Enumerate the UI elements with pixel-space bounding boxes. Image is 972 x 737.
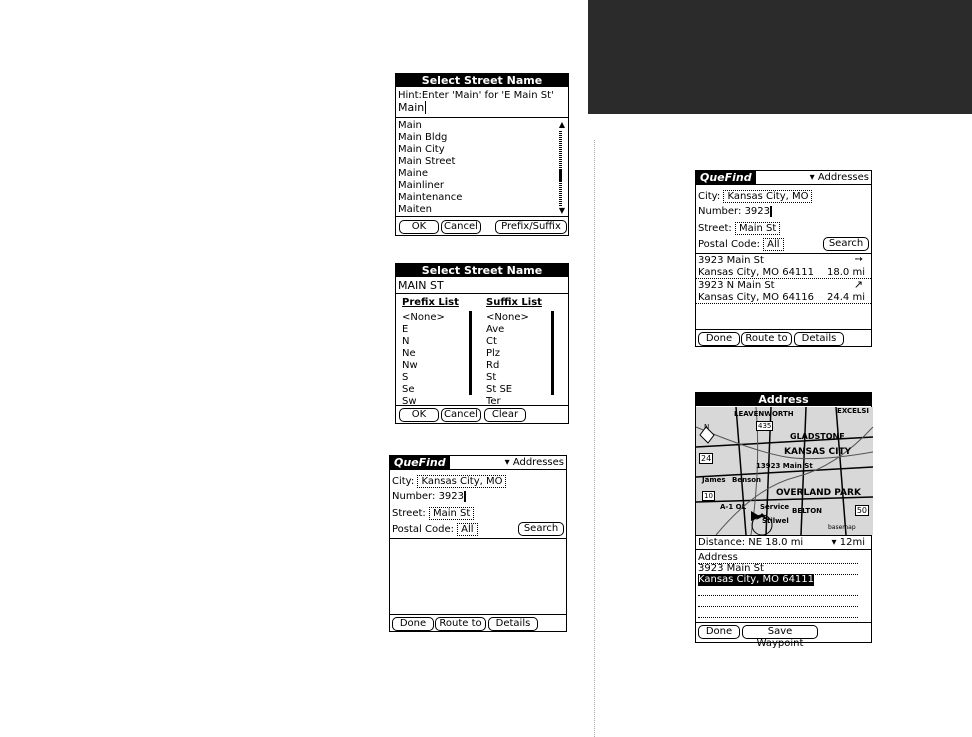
column-divider <box>594 140 595 737</box>
street-field[interactable]: Main St <box>429 507 474 520</box>
done-button[interactable]: Done <box>698 332 740 346</box>
save-waypoint-button[interactable]: Save Waypoint <box>742 625 818 639</box>
map-label: A-1 OL <box>720 503 747 511</box>
divider <box>396 405 568 406</box>
postal-row <box>392 523 478 536</box>
postal-row <box>698 238 784 251</box>
search-button[interactable]: Search <box>518 522 564 536</box>
map-view[interactable] <box>696 407 871 535</box>
postal-field[interactable]: All <box>457 523 477 536</box>
blank-line <box>698 595 858 596</box>
suffix-item[interactable]: Ter <box>486 396 501 407</box>
address-line: Kansas City, MO 64111 <box>698 574 815 585</box>
hint-text: Hint:Enter 'Main' for 'E Main St' <box>398 90 554 101</box>
map-graphic <box>696 407 873 535</box>
street-row <box>392 507 474 520</box>
result-distance: 24.4 mi <box>827 292 865 303</box>
street-input[interactable]: MAIN ST <box>398 279 444 292</box>
clear-button[interactable]: Clear <box>484 408 526 422</box>
cancel-button[interactable]: Cancel <box>441 220 481 234</box>
list-item[interactable]: Main <box>398 120 422 131</box>
suffix-item[interactable]: St <box>486 372 497 383</box>
street-label: Street: <box>392 508 426 519</box>
prefix-header: Prefix List <box>402 297 459 308</box>
map-label: KANSAS CITY <box>784 447 852 457</box>
highway-shield: 435 <box>758 422 772 430</box>
prefix-suffix-screen <box>395 263 569 424</box>
quefind-screen <box>389 455 567 632</box>
street-input-value: Main <box>398 101 425 114</box>
suffix-item[interactable]: Rd <box>486 360 500 371</box>
prefix-scrollbar[interactable] <box>469 311 472 395</box>
zoom-dropdown[interactable]: ▾ 12mi <box>831 537 865 548</box>
scroll-up-icon[interactable]: ▲ <box>558 120 565 129</box>
address-line: 3923 Main St <box>698 563 858 575</box>
suffix-item[interactable]: Ave <box>486 324 505 335</box>
divider <box>696 622 871 623</box>
number-field[interactable]: 3923 <box>744 206 771 217</box>
screen-title: Select Street Name <box>396 264 568 277</box>
list-item[interactable]: Mainliner <box>398 180 445 191</box>
city-field[interactable]: Kansas City, MO <box>723 190 812 203</box>
list-item[interactable]: Maiten <box>398 204 432 215</box>
scroll-thumb[interactable] <box>559 170 562 182</box>
map-label: GLADSTONE <box>790 432 845 441</box>
street-label: Street: <box>698 223 732 234</box>
divider <box>396 216 568 217</box>
details-button[interactable]: Details <box>488 617 538 631</box>
map-label: LEAVENWORTH <box>734 410 794 418</box>
map-label: EXCELSI <box>837 407 869 415</box>
row-divider <box>696 303 871 304</box>
city-row <box>698 190 812 203</box>
header-black-block <box>588 0 972 114</box>
prefix-item[interactable]: Nw <box>402 360 418 371</box>
map-label: Stilwel <box>762 517 789 525</box>
divider <box>696 535 871 536</box>
result-line1[interactable]: 3923 Main St <box>698 255 764 266</box>
highway-shield: 10 <box>704 492 713 500</box>
divider <box>696 253 871 254</box>
suffix-header: Suffix List <box>486 297 542 308</box>
street-row <box>698 222 780 235</box>
scrollbar[interactable] <box>559 130 562 206</box>
result-line1[interactable]: 3923 N Main St <box>698 280 775 291</box>
prefix-item[interactable]: Se <box>402 384 415 395</box>
postal-label: Postal Code: <box>392 524 454 535</box>
postal-label: Postal Code: <box>698 239 760 250</box>
prefix-item[interactable]: S <box>402 372 409 383</box>
category-dropdown[interactable]: ▾ Addresses <box>504 457 564 468</box>
highway-shield: 50 <box>856 506 867 515</box>
street-input[interactable] <box>398 102 430 113</box>
divider <box>696 329 871 330</box>
highway-shield: 24 <box>701 454 712 463</box>
list-item[interactable]: Main Street <box>398 156 456 167</box>
suffix-item[interactable]: St SE <box>486 384 513 395</box>
map-label: OVERLAND PARK <box>776 488 861 498</box>
prefix-item[interactable]: E <box>402 324 409 335</box>
category-value: Addresses <box>512 457 564 468</box>
address-screen <box>695 392 872 649</box>
city-label: City: <box>392 476 415 487</box>
number-label: Number: <box>392 491 436 502</box>
postal-field[interactable]: All <box>763 238 783 251</box>
quefind-tab: QueFind <box>390 456 450 469</box>
row-divider <box>696 278 871 279</box>
map-label: BELTON <box>792 507 823 515</box>
scroll-down-icon[interactable]: ▼ <box>558 206 565 215</box>
number-field[interactable]: 3923 <box>438 491 465 502</box>
result-distance: 18.0 mi <box>827 267 865 278</box>
list-item[interactable]: Maintenance <box>398 192 463 203</box>
list-item[interactable]: Maine <box>398 168 429 179</box>
number-label: Number: <box>698 206 742 217</box>
result-line2[interactable]: Kansas City, MO 64116 <box>698 292 815 303</box>
city-row <box>392 475 506 488</box>
divider <box>696 184 871 185</box>
done-button[interactable]: Done <box>392 617 434 631</box>
suffix-item[interactable]: <None> <box>486 312 529 323</box>
direction-arrow-icon: ↗ <box>853 278 863 291</box>
divider <box>390 614 566 615</box>
distance-readout: Distance: NE 18.0 mi <box>698 537 804 548</box>
divider <box>396 293 568 294</box>
number-row <box>698 206 775 217</box>
route-to-button[interactable]: Route to <box>741 332 792 346</box>
screen-title: Address <box>696 393 871 406</box>
prefix-suffix-button[interactable]: Prefix/Suffix <box>495 220 567 234</box>
quefind-results-screen <box>695 170 872 347</box>
zoom-value: 12mi <box>839 537 865 548</box>
done-button[interactable]: Done <box>698 625 740 639</box>
address-line: Address <box>698 552 858 564</box>
blank-line <box>698 606 858 607</box>
select-street-screen <box>395 73 569 236</box>
street-field[interactable]: Main St <box>735 222 780 235</box>
details-button[interactable]: Details <box>794 332 844 346</box>
blank-line <box>698 617 858 618</box>
prefix-item[interactable]: N <box>402 336 410 347</box>
prefix-item[interactable]: Ne <box>402 348 416 359</box>
divider <box>390 469 566 470</box>
divider <box>390 538 566 539</box>
map-label: Benson <box>732 476 762 484</box>
city-field[interactable]: Kansas City, MO <box>417 475 506 488</box>
ok-button[interactable]: OK <box>399 220 439 234</box>
map-label: James <box>702 476 726 484</box>
screen-title: Select Street Name <box>396 74 568 87</box>
suffix-item[interactable]: Plz <box>486 348 501 359</box>
category-dropdown[interactable]: ▾ Addresses <box>809 172 869 183</box>
quefind-tab: QueFind <box>696 171 756 184</box>
suffix-scrollbar[interactable] <box>551 311 554 395</box>
suffix-item[interactable]: Ct <box>486 336 497 347</box>
map-label: Service <box>760 503 790 511</box>
route-to-button[interactable]: Route to <box>435 617 486 631</box>
divider <box>396 117 568 118</box>
ok-button[interactable]: OK <box>399 408 439 422</box>
cancel-button[interactable]: Cancel <box>441 408 481 422</box>
city-label: City: <box>698 191 721 202</box>
category-value: Addresses <box>817 172 869 183</box>
search-button[interactable]: Search <box>823 237 869 251</box>
direction-arrow-icon: ➙ <box>854 254 863 265</box>
prefix-item[interactable]: Sw <box>402 396 417 407</box>
list-item[interactable]: Main Bldg <box>398 132 448 143</box>
number-row <box>392 491 469 502</box>
result-line2[interactable]: Kansas City, MO 64111 <box>698 267 815 278</box>
list-item[interactable]: Main City <box>398 144 445 155</box>
prefix-item[interactable]: <None> <box>402 312 445 323</box>
north-icon: N <box>704 423 710 431</box>
basemap-label: basemap <box>828 524 856 531</box>
divider <box>696 549 871 550</box>
map-label: 13923 Main St <box>756 462 813 470</box>
